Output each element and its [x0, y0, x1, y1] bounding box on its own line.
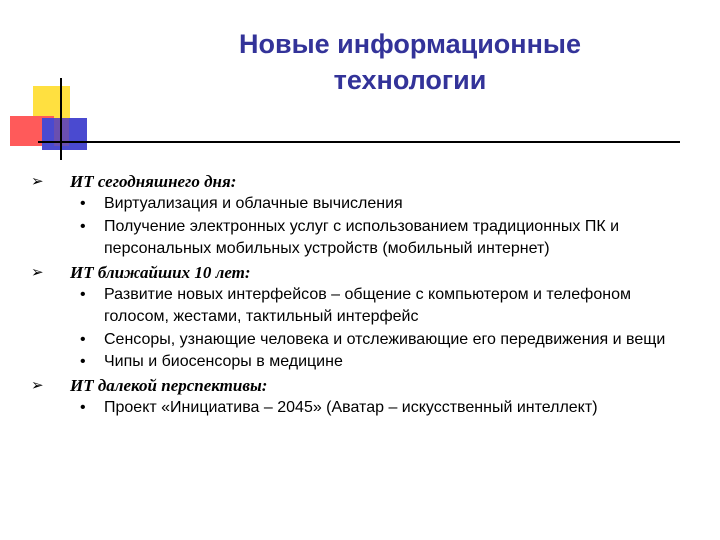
arrow-bullet-icon: ➢: [31, 172, 44, 190]
slide-title: [140, 26, 680, 98]
bullet-list: [0, 397, 720, 420]
list-item: [0, 193, 720, 216]
bullet-dot-icon: •: [80, 330, 86, 348]
bullet-list: [0, 284, 720, 374]
arrow-bullet-icon: ➢: [31, 262, 44, 281]
section-heading: [0, 374, 720, 397]
slide-title-line-2: технологии: [333, 65, 487, 95]
list-item: [0, 351, 720, 374]
list-item-text: Виртуализация и облачные вычисления: [104, 195, 403, 212]
bullet-dot-icon: •: [80, 217, 86, 235]
list-item: [0, 397, 720, 420]
title-divider-line: [38, 141, 680, 143]
section-heading-text: ИТ ближайших 10 лет:: [70, 262, 251, 282]
section-heading-text: ИТ далекой перспективы:: [70, 375, 268, 395]
section-heading: [0, 170, 720, 193]
section-today: [0, 170, 720, 261]
slide-title-line-1: Новые информационные: [239, 29, 581, 59]
list-item-text: Проект «Инициатива – 2045» (Аватар – искусственный интеллект): [104, 398, 598, 416]
section-heading-text: ИТ сегодняшнего дня:: [70, 172, 237, 191]
arrow-bullet-icon: ➢: [31, 375, 44, 394]
bullet-dot-icon: •: [80, 353, 86, 370]
bullet-dot-icon: •: [80, 398, 86, 416]
list-item-text: Получение электронных услуг с использованием традиционных ПК и персональных мобильных устройств (мобильный интернет): [104, 217, 620, 257]
section-heading: [0, 261, 720, 284]
list-item: [0, 329, 720, 352]
bullet-list: [0, 193, 720, 261]
bullet-dot-icon: •: [80, 195, 86, 212]
bullet-dot-icon: •: [80, 285, 86, 303]
section-next-10-years: [0, 261, 720, 374]
list-item: [0, 284, 720, 329]
list-item-text: Развитие новых интерфейсов – общение с компьютером и телефоном голосом, жестами, тактильный интерфейс: [104, 285, 631, 325]
list-item-text: Сенсоры, узнающие человека и отслеживающие его передвижения и вещи: [104, 330, 666, 348]
list-item-text: Чипы и биосенсоры в медицине: [104, 353, 343, 370]
section-distant-future: [0, 374, 720, 420]
slide-content: [0, 170, 720, 419]
list-item: [0, 216, 720, 261]
decor-vertical-line: [60, 78, 62, 160]
